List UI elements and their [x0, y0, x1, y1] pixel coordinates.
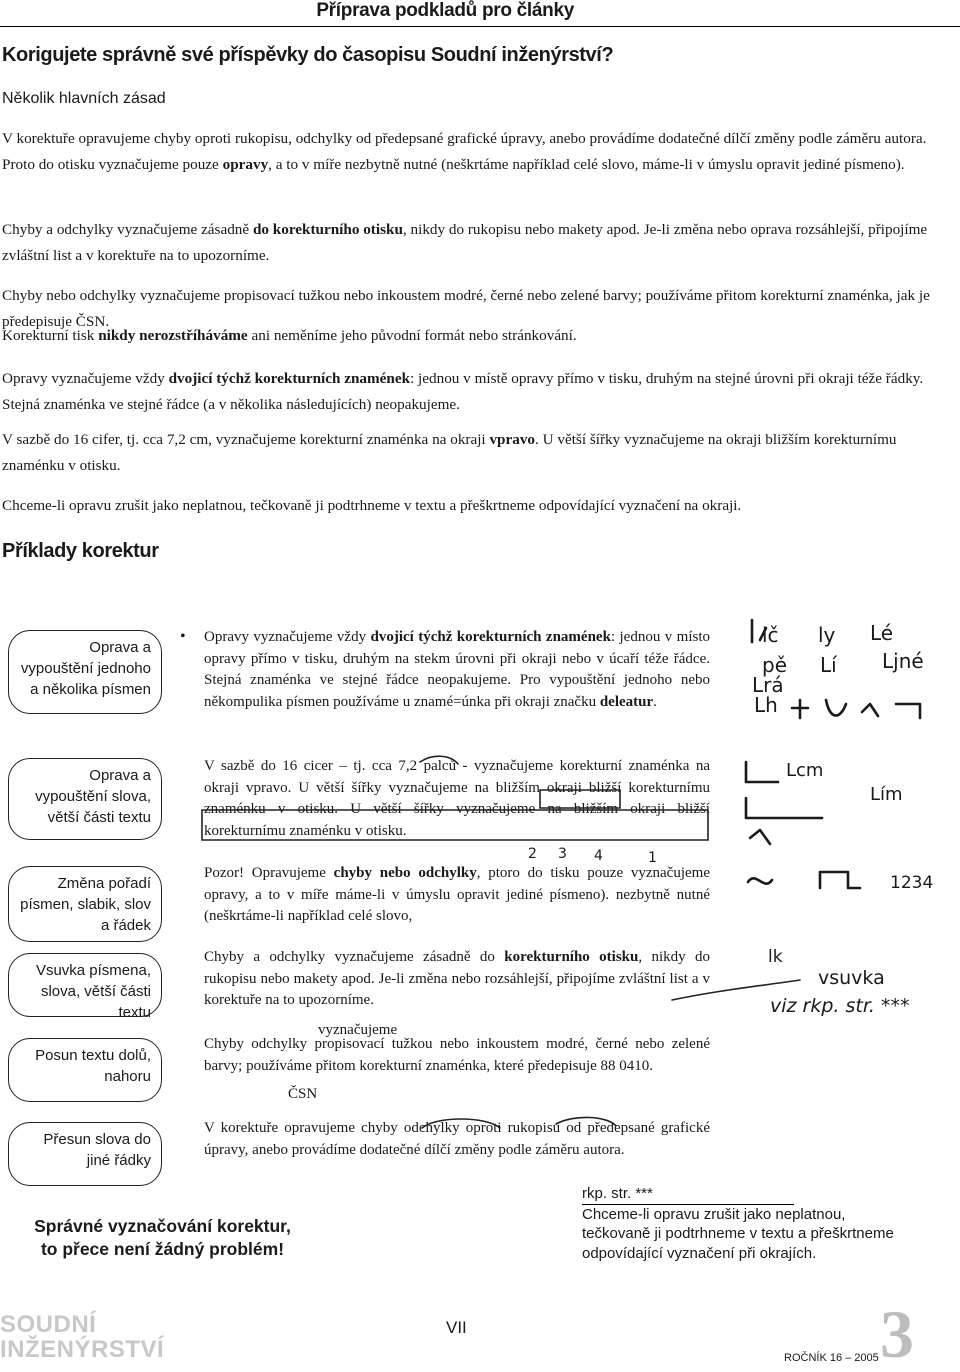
p2-text-a: Chyby a odchylky vyznačujeme zásadně	[2, 221, 250, 238]
e4-text-b: , nikdy do rukopisu nebo makety apod. Je-li změna nebo rozsáhlejší, připojíme zvláštní list a v korektuře na to upozorníme.	[204, 949, 710, 1008]
e1-text-b: : jednou v místo opravy přímo v tisku, druhým na stekm úrovni při okraji nebo v úcaří téže řádce. Stejná znaménka ve stejné řádce neopakujeme. Pro vypouštění jednoho nebo někompulika písmen používáme u znamé=únka při okraji značku	[204, 629, 710, 710]
closing-line-2: to přece není žádný problém!	[40, 1239, 285, 1259]
examples-heading: Příklady korektur	[2, 540, 159, 562]
example-5-inserted-word: vyznačujeme	[318, 1022, 398, 1038]
e1-bold-deleatur: deleatur	[599, 693, 654, 710]
issue-label: ROČNÍK 16 – 2005	[784, 1352, 879, 1364]
logo-line-1: SOUDNÍ	[0, 1311, 97, 1338]
bullet-icon: •	[180, 628, 186, 645]
page-number: VII	[446, 1318, 467, 1337]
paragraph-6	[2, 427, 942, 479]
page-subtitle: Několik hlavních zásad	[2, 90, 166, 107]
category-box-order: Změna pořadí písmen, slabik, slov a řádek	[8, 866, 162, 942]
category-box-letters: Oprava a vypouštění jednoho a několika písmen	[8, 630, 162, 714]
mark-text-viz: viz rkp. str. ***	[770, 995, 910, 1017]
p1-text-c: , a to v míře nezbytně nutné (neškrtáme například celé slovo, máme-li v úmyslu opravit jediné písmeno).	[268, 156, 905, 173]
e4-text-a: Chyby a odchylky vyznačujeme zásadně do	[204, 949, 495, 965]
mark-text-3: Lé	[870, 621, 894, 645]
mark-text-4: pě	[762, 653, 787, 677]
closing-line-1: Správné vyznačování korektur,	[34, 1216, 291, 1236]
p5-bold: dvojicí týchž korekturních znamének	[168, 370, 411, 387]
mark-text-7: Lrá	[752, 673, 784, 697]
p1-bold: opravy	[222, 156, 269, 173]
p5-text-a: Opravy vyznačujeme vždy	[2, 370, 165, 387]
mark-text-5: Lí	[820, 653, 837, 677]
closing-slogan	[20, 1215, 305, 1261]
p1-text-b: Proto do otisku vyznačujeme pouze	[2, 156, 219, 173]
page-title: Korigujete správně své příspěvky do časopisu Soudní inženýrství?	[2, 44, 614, 66]
category-box-shift: Posun textu dolů, nahoru	[8, 1038, 162, 1102]
mark-text-1: lč	[762, 623, 779, 647]
mark-text-cm: Lcm	[786, 760, 824, 781]
deleatur-marks	[792, 700, 920, 718]
header-rule	[0, 26, 960, 27]
p6-text-b: . U větší šířky vyznačujeme na okraji bližším korekturnímu znaménku v otisku.	[2, 431, 897, 474]
mark-text-im: Lím	[870, 784, 903, 805]
p2-text-b: , nikdy do rukopisu nebo makety apod. Je-li změna nebo oprava rozsáhlejší, připojíme zvláštní list a v korektuře na to upozorníme.	[2, 221, 928, 264]
p3-text: Chyby nebo odchylky vyznačujeme propisovací tužkou nebo inkoustem modré, černé nebo zelené barvy; používáme přitom korekturní znaménka, jak je předepisuje ČSN.	[2, 287, 930, 330]
mark-text-8: Lh	[754, 693, 778, 717]
mark-text-vsuvka: vsuvka	[818, 967, 885, 989]
p1-text-a: V korektuře opravujeme chyby oproti rukopisu, odchylky od předepsané grafické úpravy, anebo provádíme dodatečné dílčí změny podle záměru autora.	[2, 130, 927, 147]
note-line-3: odpovídající vyznačení při okrajích.	[582, 1244, 817, 1262]
p6-bold: vpravo	[489, 431, 536, 448]
mark-text-6: Ljné	[882, 649, 924, 673]
e5-text-b: propisovací tužkou nebo inkoustem modré, černé nebo zelené barvy; používáme přitom korekturní znaménka, které předepisuje	[204, 1036, 711, 1074]
e2-box-mark-2	[540, 790, 620, 808]
paragraph-7	[2, 493, 942, 519]
e3-text-b: , ptoro do tisku pouze vyznačujeme opravy, a to v míře máme-li v úmyslu opravit jediné písmeno). nezbytně nutné (neškrtáme-li například celé slovo,	[204, 865, 710, 924]
paragraph-5	[2, 366, 942, 418]
paragraph-1	[2, 126, 942, 178]
cancellation-note	[582, 1184, 902, 1263]
logo-line-2: INŽENÝRSTVÍ	[0, 1336, 165, 1363]
p4-text-b: ani neměníme jeho původní formát nebo stránkování.	[251, 327, 577, 344]
e2-text-a: V sazbě do 16 cicer – tj. cca 7,2 palců - vyznačujeme korekturní znaménka na okraji vpravo. U větší šířky vyznačujeme na bližším okraji bližší korekturnímu znaménku v otisku.	[204, 758, 710, 817]
paragraph-2	[2, 217, 942, 269]
note-line-1: Chceme-li opravu zrušit jako neplatnou,	[582, 1205, 846, 1223]
note-line-2: tečkovaně ji podtrhneme v textu a přeškrtneme	[582, 1225, 894, 1242]
digit-3: 3	[558, 846, 567, 862]
category-box-words: Oprava a vypouštění slova, větší části textu	[8, 758, 162, 840]
correction-marks	[0, 600, 960, 1240]
p4-bold: nikdy nerozstříháváme	[98, 327, 248, 344]
p2-bold: do korekturního otisku	[252, 221, 403, 238]
category-box-move: Přesun slova do jiné řádky	[8, 1122, 162, 1186]
running-header: Příprava podkladů pro články	[316, 0, 574, 21]
e2-circle-mark	[420, 756, 458, 764]
e4-bold: korekturního otisku	[504, 949, 639, 965]
example-5-csn: ČSN	[288, 1086, 318, 1102]
digit-4: 4	[594, 848, 603, 864]
mark-text-2: ly	[818, 623, 836, 647]
p5-text-b: : jednou v místě opravy přímo v tisku, druhým na stejné úrovni při okraji téže řádky. Stejná znaménka ve stejné řádce (a v několika následujících) neopakujeme.	[2, 370, 924, 413]
issue-number: 3	[880, 1296, 914, 1372]
e5-number: 88 0410.	[600, 1057, 654, 1074]
journal-logo	[0, 1312, 164, 1362]
note-reference: rkp. str. ***	[582, 1184, 794, 1205]
paragraph-4	[2, 323, 942, 349]
e2-text-b: U větší šířky vyznačujeme na bližším okraji bližší korekturnímu znaménku v otisku.	[204, 801, 710, 839]
mark-text-1234: 1234	[890, 873, 934, 893]
e1-bold: dvojicí týchž korekturních znamének	[370, 629, 611, 645]
p6-text-a: V sazbě do 16 cifer, tj. cca 7,2 cm, vyznačujeme korekturní znaménka na okraji	[2, 431, 486, 448]
e2-box-mark	[202, 810, 708, 840]
e3-bold: chyby nebo odchylky	[333, 865, 477, 881]
e1-text-c: .	[653, 693, 657, 710]
e5-text-a: Chyby odchylky	[204, 1036, 308, 1052]
digit-2: 2	[528, 846, 537, 862]
digit-1: 1	[648, 850, 657, 866]
mark-text-lk: lk	[768, 947, 783, 967]
category-box-insert: Vsuvka písmena, slova, větší části textu	[8, 953, 162, 1017]
p4-text-a: Korekturní tisk	[2, 327, 95, 344]
p7-text: Chceme-li opravu zrušit jako neplatnou, tečkovaně ji podtrhneme v textu a přeškrtneme odpovídající vyznačení na okraji.	[2, 497, 742, 514]
e1-text-a: Opravy vyznačujeme vždy	[204, 629, 367, 645]
e3-text-a: Pozor! Opravujeme	[204, 865, 326, 881]
e6-text: V korektuře opravujeme chyby odchylky oproti rukopisu od předepsané grafické úpravy, anebo provádíme dodatečné dílčí změny podle záměru autora.	[204, 1120, 710, 1158]
